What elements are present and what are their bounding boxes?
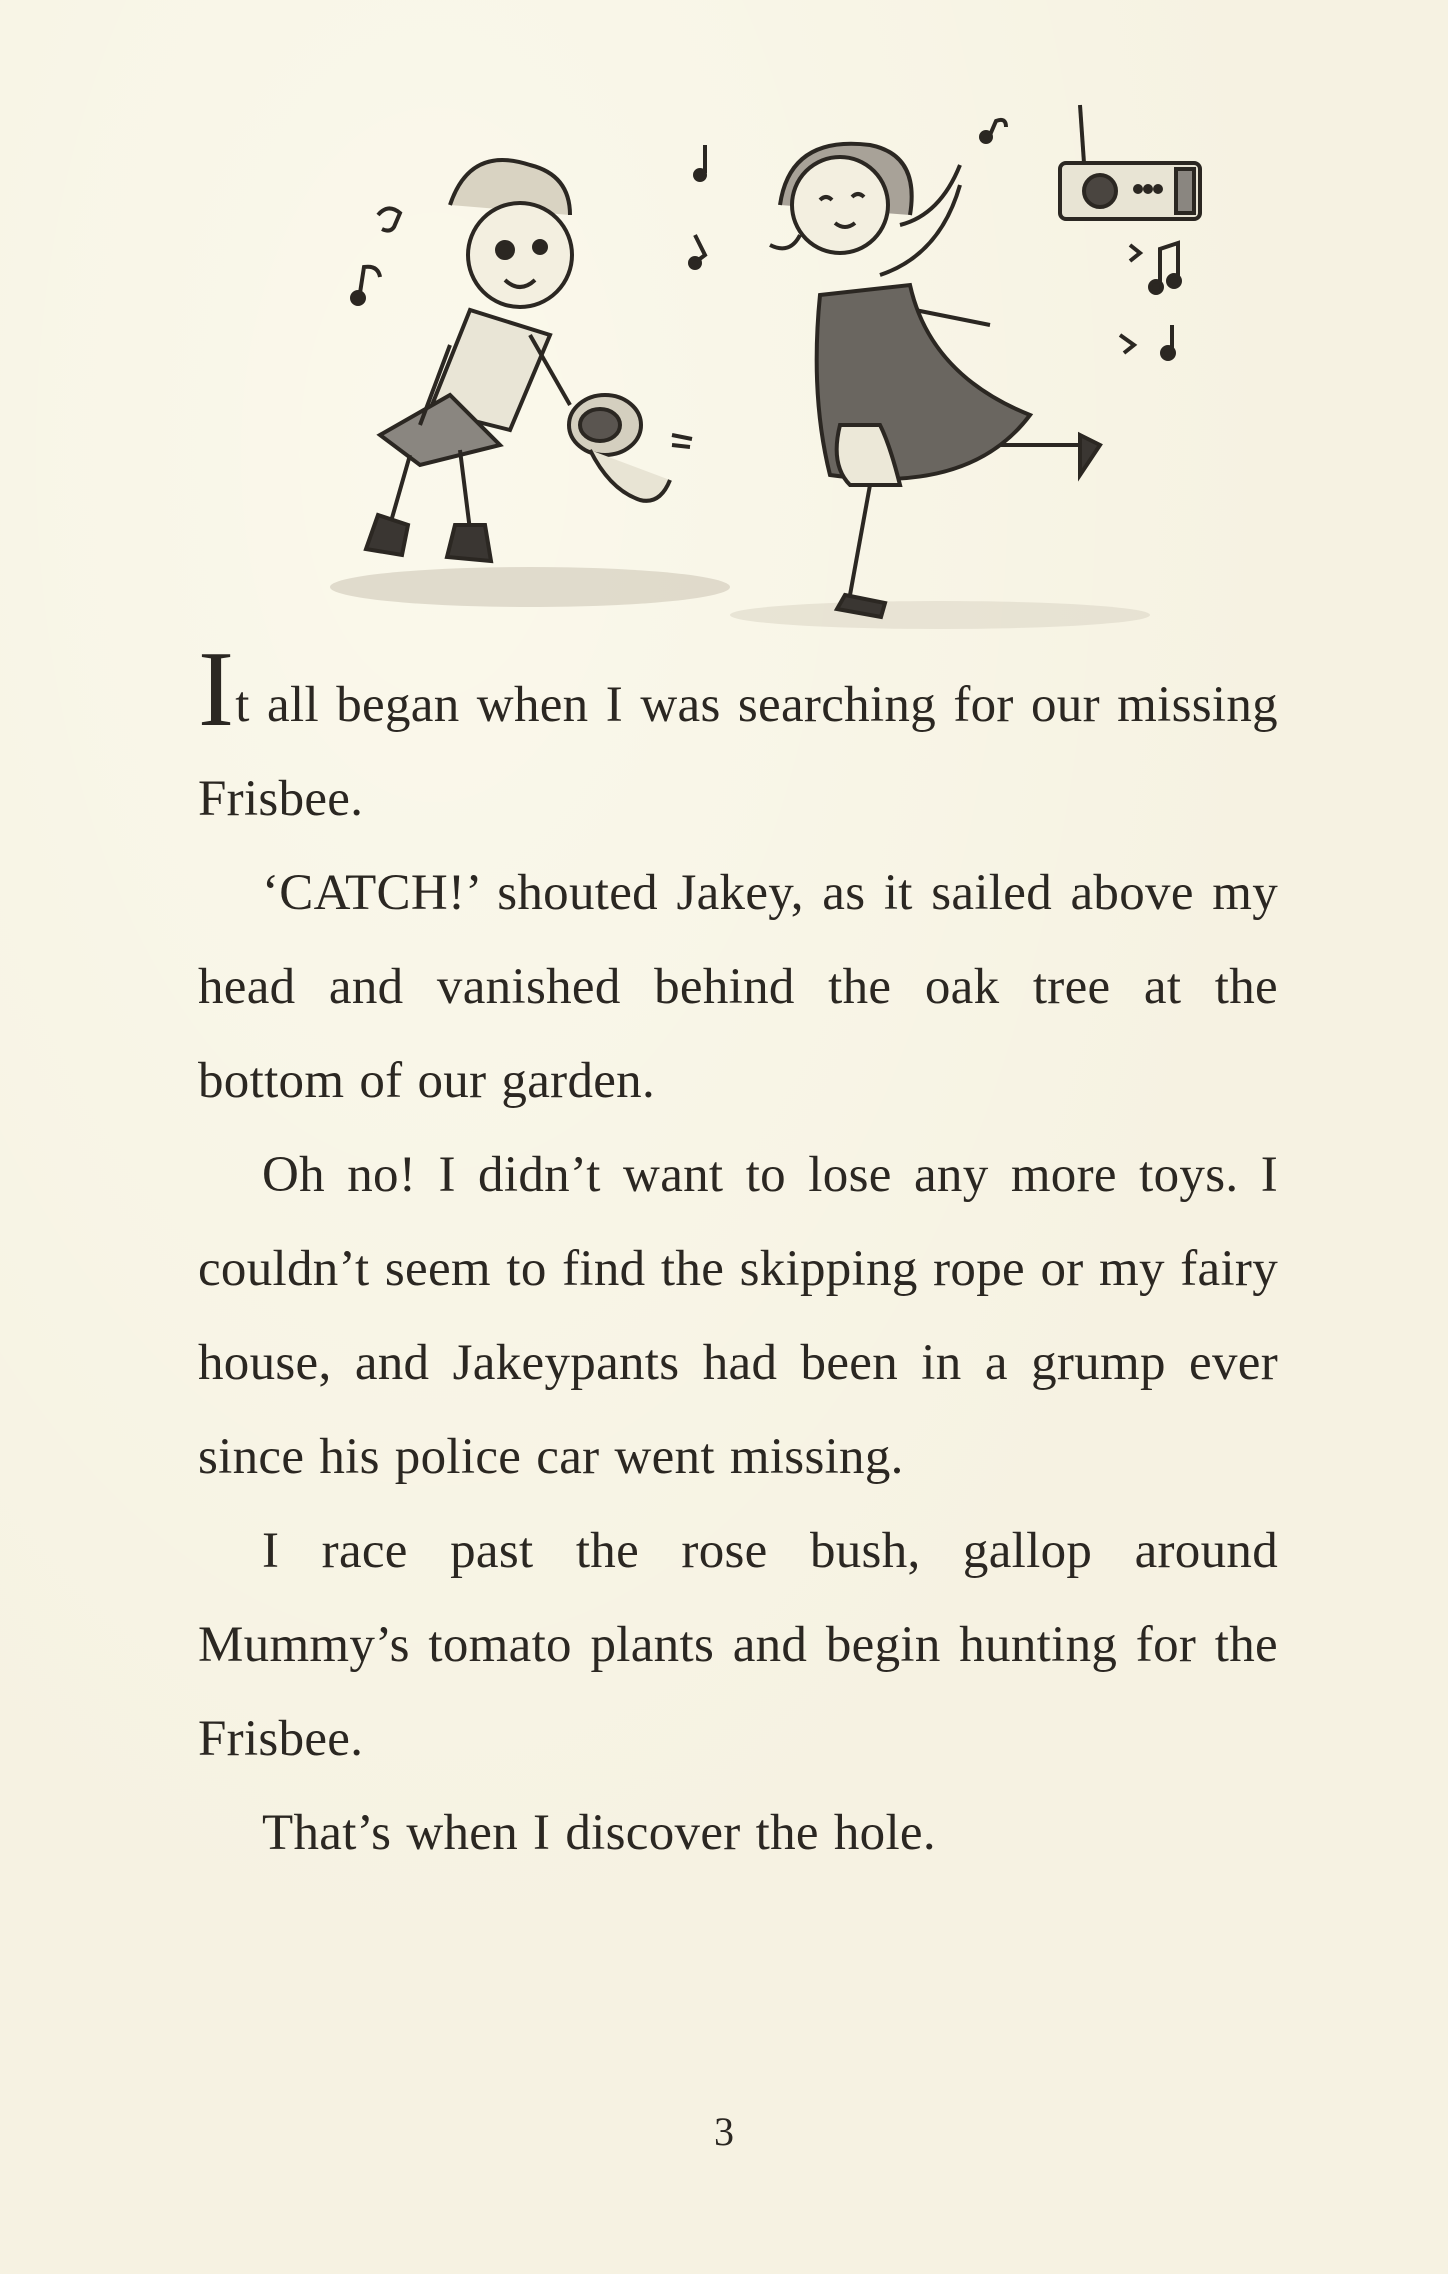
story-text [198, 630, 1278, 1880]
paragraph-text: t all began when I was searching for our missing Frisbee. [198, 677, 1278, 827]
story-paragraph: That’s when I discover the hole. [262, 1805, 936, 1861]
story-paragraph: ‘CATCH!’ shouted Jakey, as it sailed above my head and vanished behind the oak tree at the bottom of our garden. [198, 865, 1278, 1109]
dancing-children-illustration [300, 95, 1240, 655]
pug-dog [569, 395, 692, 501]
drop-cap: I [198, 630, 235, 749]
page-number: 3 [714, 2109, 734, 2154]
story-paragraph: I race past the rose bush, gallop around Mummy’s tomato plants and begin hunting for the Frisbee. [198, 1523, 1278, 1767]
girl-figure [770, 144, 1100, 617]
story-paragraph [198, 630, 1278, 846]
ground-shadow-right [730, 601, 1150, 629]
ground-shadow-left [330, 567, 730, 607]
story-paragraph: Oh no! I didn’t want to lose any more toys. I couldn’t seem to find the skipping rope or my fairy house, and Jakeypants had been in a grump ever since his police car went missing. [198, 1147, 1278, 1485]
radio-icon [1060, 105, 1200, 219]
